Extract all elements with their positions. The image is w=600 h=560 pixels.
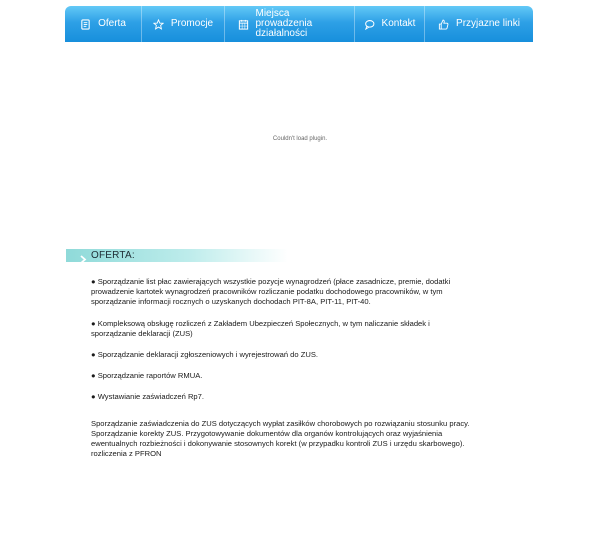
nav-label: Przyjazne linki (456, 18, 520, 29)
nav-label: Promocje (170, 18, 214, 29)
nav-item-miejsca[interactable] (225, 6, 355, 42)
document-icon (80, 19, 91, 30)
nav-item-kontakt[interactable] (355, 6, 425, 42)
offer-content (91, 277, 471, 459)
section-title: OFERTA: (91, 250, 135, 261)
nav-label: Oferta (98, 18, 126, 29)
list-item: ● Sporządzanie list płac zawierających wszystkie pozycje wynagrodzeń (płace zasadnicze, premie, dodatki prowadzenie kartotek wynagrodzeń pracowników rozliczanie podatku dochodowego pracowników, w tym sporządzanie informacji rocznych o uzyskanych dochodach PIT-8A, PIT-11, PIT-40. (91, 277, 451, 306)
star-icon (153, 19, 164, 30)
nav-label: Kontakt (381, 18, 416, 29)
thumbs-up-icon (438, 19, 449, 30)
list-item: ● Wystawianie zaświadczeń Rp7. (91, 392, 204, 401)
list-item: ● Sporządzanie raportów RMUA. (91, 371, 203, 380)
chevron-right-icon (79, 251, 87, 260)
nav-label: Miejsca prowadzenia działalności (255, 8, 313, 39)
main-navigation (65, 6, 533, 42)
nav-item-promocje[interactable] (142, 6, 225, 42)
nav-item-przyjazne-linki[interactable] (425, 6, 533, 42)
section-header (66, 249, 288, 262)
list-item: ● Kompleksową obsługę rozliczeń z Zakładem Ubezpieczeń Społecznych, w tym naliczanie składek i sporządzanie deklaracji (ZUS) (91, 319, 430, 338)
list-item: ● Sporządzanie deklaracji zgłoszeniowych i wyrejestrowań do ZUS. (91, 350, 319, 359)
nav-item-oferta[interactable] (65, 6, 142, 42)
calendar-icon (238, 19, 249, 30)
plugin-error-message: Couldn't load plugin. (272, 136, 328, 142)
offer-paragraph: Sporządzanie zaświadczenia do ZUS dotyczących wypłat zasiłków chorobowych po rozwiązaniu stosunku pracy. Sporządzanie korekty ZUS. Przygotowywanie dokumentów dla organów kontrolujących oraz wyjaśnienia ewentualnych rozbieżności i dokonywanie stosownych korekt (w przypadku kontroli ZUS i urzędu skarbowego). rozliczenia z PFRON (91, 419, 470, 458)
speech-bubble-icon (364, 19, 375, 30)
